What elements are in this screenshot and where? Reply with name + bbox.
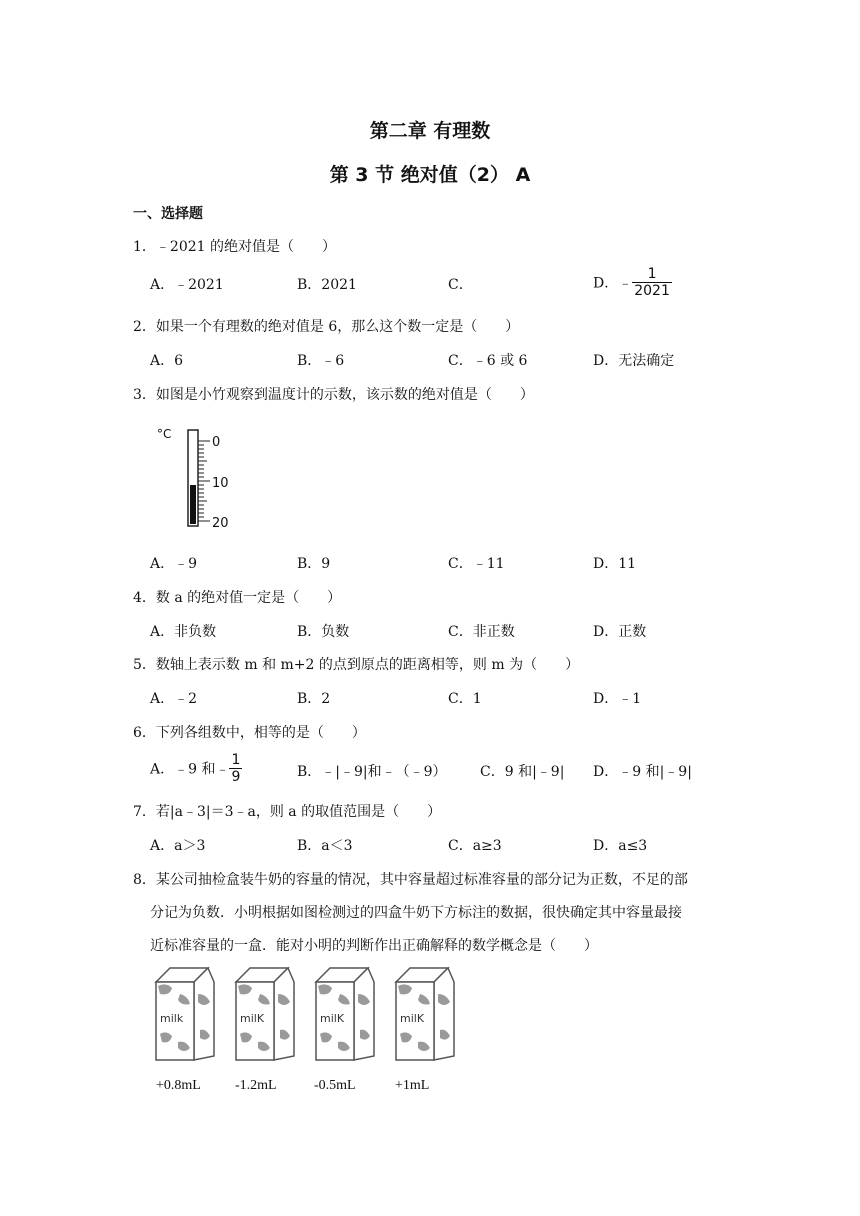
q1-option-d-prefix: D．﹣	[593, 275, 633, 292]
q5-option-b: B．2	[297, 691, 331, 707]
milk-carton	[396, 968, 454, 1060]
q7-option-c: C．a≥3	[448, 838, 502, 854]
mercury-column	[190, 485, 196, 524]
question-2-stem: 2．如果一个有理数的绝对值是 6，那么这个数一定是（ ）	[133, 319, 520, 335]
thermometer-scale	[198, 441, 210, 521]
fraction-numerator: 1	[647, 266, 657, 282]
q6-option-a	[150, 752, 242, 785]
carton-shape	[434, 968, 454, 1060]
question-1-stem: 1．﹣2021 的绝对值是（ ）	[133, 239, 336, 255]
carton-shape	[354, 968, 374, 1060]
thermometer-unit: °C	[157, 427, 172, 441]
carton-1-label: +0.8mL	[156, 1078, 201, 1093]
milk-carton	[316, 968, 374, 1060]
q4-option-b: B．负数	[297, 624, 350, 640]
q5-option-d: D．﹣1	[593, 691, 642, 707]
carton-2-label: -1.2mL	[235, 1078, 277, 1093]
tick-label-0: 0	[212, 435, 221, 450]
q5-option-c: C．1	[448, 691, 482, 707]
q6-option-c: C．9 和|﹣9|	[480, 764, 565, 780]
carton-shape	[194, 968, 214, 1060]
carton-text: milK	[400, 1012, 425, 1025]
q1-option-a: A．﹣2021	[150, 277, 224, 293]
q7-option-d: D．a≤3	[593, 838, 648, 854]
tick-label-20: 20	[212, 516, 229, 531]
q6-fraction	[229, 752, 242, 785]
q6-option-b: B．﹣|﹣9|和﹣（﹣9）	[297, 764, 447, 780]
q3-option-d: D．11	[593, 556, 637, 572]
q7-option-b: B．a＜3	[297, 838, 353, 854]
q1-fraction	[632, 266, 672, 299]
question-6-stem: 6．下列各组数中，相等的是（ ）	[133, 725, 366, 741]
carton-text: milK	[240, 1012, 265, 1025]
q7-option-a: A．a＞3	[150, 838, 206, 854]
q2-option-d: D．无法确定	[593, 353, 675, 369]
q2-option-a: A．6	[150, 353, 184, 369]
tick-label-10: 10	[212, 476, 229, 491]
question-8-line-1: 8．某公司抽检盒装牛奶的容量的情况，其中容量超过标准容量的部分记为正数，不足的部	[133, 872, 688, 888]
milk-cartons-drawing	[150, 964, 460, 1064]
q6-option-d: D．﹣9 和|﹣9|	[593, 764, 692, 780]
q1-option-b: B．2021	[297, 277, 357, 293]
question-4-stem: 4．数 a 的绝对值一定是（ ）	[133, 590, 342, 606]
q3-option-c: C．﹣11	[448, 556, 505, 572]
question-5-stem: 5．数轴上表示数 m 和 m+2 的点到原点的距离相等，则 m 为（ ）	[133, 657, 580, 673]
q2-option-b: B．﹣6	[297, 353, 345, 369]
q3-option-b: B．9	[297, 556, 331, 572]
milk-carton	[156, 968, 214, 1060]
question-8-line-2: 分记为负数．小明根据如图检测过的四盒牛奶下方标注的数据，很快确定其中容量最接	[150, 905, 682, 921]
q3-option-a: A．﹣9	[150, 556, 198, 572]
q4-option-d: D．正数	[593, 624, 647, 640]
q6-option-a-prefix: A．﹣9 和﹣	[150, 761, 230, 778]
question-3-stem: 3．如图是小竹观察到温度计的示数，该示数的绝对值是（ ）	[133, 387, 534, 403]
question-7-stem: 7．若|a﹣3|＝3﹣a，则 a 的取值范围是（ ）	[133, 804, 442, 820]
carton-text: milK	[320, 1012, 345, 1025]
section-heading-choice: 一、选择题	[133, 206, 203, 222]
thermometer-figure	[155, 424, 245, 536]
carton-3-label: -0.5mL	[314, 1078, 356, 1093]
carton-4-label: +1mL	[395, 1078, 430, 1093]
fraction-numerator: 1	[231, 752, 241, 768]
q4-option-a: A．非负数	[150, 624, 217, 640]
fraction-denominator: 9	[231, 769, 241, 785]
fraction-denominator: 2021	[634, 283, 670, 299]
q1-option-c: C．	[448, 277, 473, 293]
question-8-line-3: 近标准容量的一盒．能对小明的判断作出正确解释的数学概念是（ ）	[150, 938, 598, 954]
q1-option-d	[593, 266, 672, 299]
chapter-title: 第二章 有理数	[369, 120, 491, 142]
section-title: 第 3 节 绝对值（2） A	[329, 164, 531, 186]
milk-carton	[236, 968, 294, 1060]
carton-shape	[274, 968, 294, 1060]
q4-option-c: C．非正数	[448, 624, 515, 640]
q5-option-a: A．﹣2	[150, 691, 198, 707]
carton-text: milk	[160, 1012, 184, 1025]
milk-cartons-figure	[150, 964, 460, 1068]
q2-option-c: C．﹣6 或 6	[448, 353, 528, 369]
